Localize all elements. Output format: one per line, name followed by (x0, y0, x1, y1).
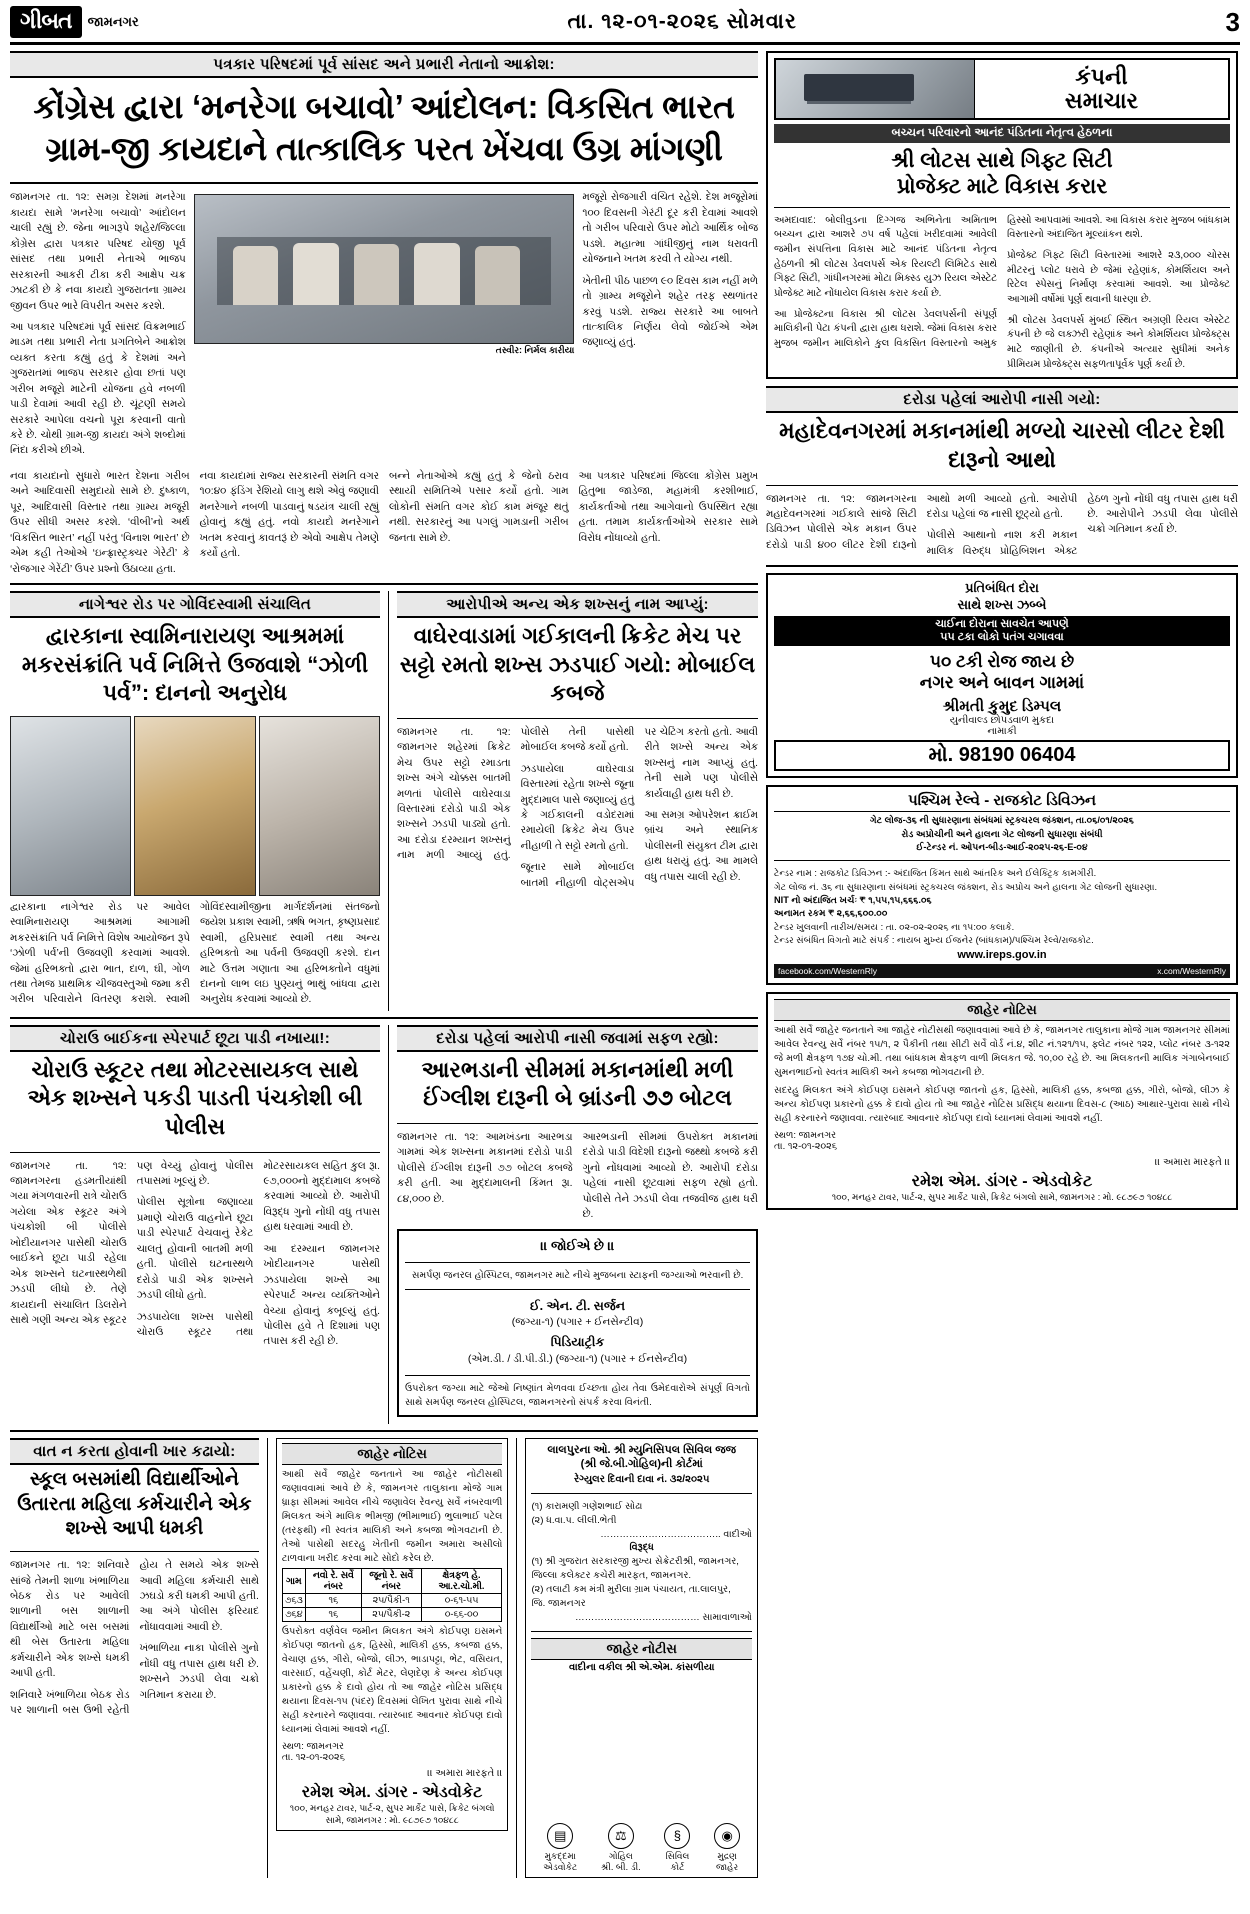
notice-left-for: ।। અમારા મારફતે ।। (427, 1767, 503, 1779)
notice-left-date: તા. ૧૨-૦૧-૨૦૨૬ (281, 1751, 345, 1763)
notice-icon-0: ▤ મુકદ્દમા એડવોકેટ (543, 1823, 577, 1873)
party-line: (૧) કારામણી ગણેશભાઈ સોઢા (531, 1500, 643, 1512)
notice-mid-title-2: (શ્રી જે.બી.ગોહિલ)ની કોર્ટમાં (580, 1458, 703, 1471)
notice-mid-box (525, 1438, 758, 1878)
notice-left-title: જાહેર નોટિસ (282, 1443, 503, 1465)
railway-line-7: ટેન્ડર ખુલવાની તારીખ/સમય : તા. ૦૨-૦૨-૨૦૨૬ ના ૧૫:૦૦ કલાકે. (774, 921, 1015, 932)
story-english-daru (388, 1025, 758, 1424)
hospital-job-ad (397, 1229, 758, 1417)
bike-body: જામનગર તા. ૧૨: જામનગરના હડમતીયાંથી ગયા મંગળવારની રાત્રે ચોરાઉ ગયેલા એક સ્કૂટર અંગે પંચકોશી બી પોલીસે ખોદીયાનગર પાસેથી ચોરાઉ બાઈકને છૂટા પાડી રહેલા એક શખ્સને ઘટનાસ્થળેથી ઝડપી લીધો છે. તેણે કાયદાની સંચાલિત ડિલરોને સાથે ગણી અન્ય એક સ્કૂટર પણ વેચ્યું હોવાનું પોલીસ તપાસમાં ખૂલ્યું છે. પોલીસ સૂત્રોના જણાવ્યા પ્રમાણે ચોરાઉ વાહનોને છૂટા પાડી સ્પેરપાર્ટ વેચવાનું રેકેટ ચાલતું હોવાની બાતમી મળી હતી. પોલીસે ઘટનાસ્થળે દરોડો પાડી એક શખ્સને ઝડપી લીધો હતો. ઝડપાયેલા શખ્સ પાસેથી ચોરાઉ સ્કૂટર તથા મોટરસાયકલ સહિત કુલ રૂા. ૯૭,૦૦૦નો મુદ્દામાલ કબજે કરવામાં આવ્યો છે. આરોપી વિરૂદ્ધ ગુનો નોંધી વધુ તપાસ હાથ ધરવામાં આવી છે. આ દરમ્યાન જામનગર ખોદીયાનગર પાસેથી ઝડપાયેલા શખ્સે આ સ્પેરપાર્ટ અન્ય વ્યક્તિઓને વેચ્યા હોવાનું કબૂલ્યું હતું. પોલીસ હવે તે દિશામાં પણ તપાસ કરી રહી છે. (10, 1160, 380, 1348)
cell: ૭૬૪ (282, 1608, 305, 1622)
notice-right-place: સ્થળ: જામનગર (774, 1129, 837, 1141)
newspaper-logo (10, 6, 139, 38)
lead-story (10, 51, 758, 577)
dwarka-photo-1 (10, 716, 131, 896)
railway-social-strip (774, 964, 1230, 978)
notice-mid-title-1: લાલપુરના ઓ. શ્રી મ્યુનિસિપલ સિવિલ જજ (547, 1444, 737, 1457)
job-title-1: પિડિયાટ્રીક (550, 1335, 605, 1350)
notice-mid (516, 1438, 758, 1878)
notice-icons (531, 1823, 752, 1873)
row-bike-daru (10, 1025, 758, 1424)
railway-title: પશ્ચિમ રેલ્વે - રાજકોટ ડિવિઝન (774, 792, 1230, 812)
lead-kicker: પત્રકાર પરિષદમાં પૂર્વ સાંસદ અને પ્રભારી નેતાનો આક્રોશ: (10, 51, 758, 78)
party-line: જિલ્લા કલેક્ટર કચેરી મારફત, જામનગર. (531, 1570, 692, 1582)
satto-body: જામનગર તા. ૧૨: જામનગર શહેરમાં ક્રિકેટ મેચ ઉપર સટ્ટો રમાડતા શખ્સ અંગે ચોક્કસ બાતમી મળતાં પોલીસે વાઘેરવાડા વિસ્તારમાં દરોડો પાડી એક શખ્સને ઝડપી પાડ્યો હતો. આ દરોડા દરમ્યાન શખ્સનું નામ મળી આવ્યું હતું. પોલીસે તેની પાસેથી મોબાઈલ કબજે કર્યો હતો. ઝડપાયેલા વાઘેરવાડા વિસ્તારમાં રહેતા શખ્સે જૂના મુદ્દામાલ પાસે જણાવ્યું હતું કે ગઈકાલની વડોદરામાં રમાયેલી ક્રિકેટ મેચ ઉપર નીહાળી તે સટ્ટો રમતો હતો. જૂનાર સામે મોબાઈલ બાતમી નીહાળી વોટ્સએપ પર ચેટિંગ કરતો હતો. આવી રીતે શખ્સે અન્ય એક શખ્સનું નામ આપ્યું હતું. તેની સામે પણ પોલીસે કાર્યવાહી હાથ ધરી છે. આ સમગ્ર ઓપરેશન ક્રાઈમ બ્રાંચ અને સ્થાનિક પોલીસની સંયુક્ત ટીમ દ્વારા હાથ ધરાયું હતું. આ મામલે વધુ તપાસ ચાલી રહી છે. (397, 726, 758, 889)
dhoraji-addr-1: યુનીવાલ્ડ છોપડવાળ મુકદા (949, 715, 1055, 727)
job-title-0: ઈ. એન. ટી. સર્જન (529, 1298, 626, 1313)
job-sub-0: (જગ્યા-૧) (પગાર + ઈનસેન્ટીવ) (511, 1316, 644, 1329)
party-line: વિરૂદ્ધ (629, 1542, 654, 1554)
notice-right-for: ।। અમારા મારફતે ।। (1154, 1156, 1230, 1168)
notice-left-place: સ્થળ: જામનગર (281, 1740, 344, 1752)
masthead (10, 6, 1240, 45)
dhoraji-strip: ચાઈના દોરાના સાવચેત આપણે ૫૫ ટકા લોકો પતંગ ચગાવવા (774, 616, 1230, 646)
notice-left (267, 1438, 509, 1878)
railway-line-6: અનામત રકમ ₹ ૨,૬૬,૬૦૦.૦૦ (774, 908, 888, 919)
facebook-icon-label[interactable]: facebook.com/WesternRly (778, 966, 878, 977)
company-news-image (776, 60, 975, 118)
school-body: જામનગર તા. ૧૨: શનિવારે સાંજે તેમની શાળા ખંભાળિયા બેઠક રોડ પર આવેલી શાળાની બસ શાળાની વિદ્યાર્થીઓ માટે બસ બસમાં થી બેસ ઉતારતા મહિલા કર્મચારીને એક શખ્સે ધમકી આપી હતી. શનિવારે ખંભાળિયા બેઠક રોડ પર શાળાની બસ ઉભી રહેતી હોય તે સમયે એક શખ્સે આવી મહિલા કર્મચારી સાથે ઝઘડો કરી ધમકી આપી હતી. આ અંગે પોલીસ ફરિયાદ નોંધાવવામાં આવી છે. ખંભાળિયા નાકા પોલીસે ગુનો નોંધી વધુ તપાસ હાથ ધરી છે. શખ્સને ઝડપી લેવા ચક્રો ગતિમાન કરાયા છે. (10, 1560, 259, 1717)
building-icon: ▤ (547, 1823, 573, 1849)
railway-line-4: ગેટ લોજ નં. ૩૬ ના સુધારણાના સંબંધમાં સ્ટ્રક્ચરલ જંક્શન, રોડ અપ્રોચ અને હાલના ગેટ લોજની સુધારણા. (774, 881, 1158, 892)
notice-mid-parties (531, 1500, 752, 1625)
company-news-title: કંપની સમાચાર (1064, 63, 1138, 113)
notice-icon-2: § સિવિલ કોર્ટ (664, 1823, 690, 1873)
page-number: 3 (1225, 6, 1240, 37)
cell: ૦-૬૬-૦૦ (421, 1608, 502, 1622)
notice-mid-second-title: જાહેર નોટીસ (531, 1638, 752, 1660)
job-ad-footer: ઉપરોક્ત જગ્યા માટે જેઓ નિષ્ણાંત મેળવવા ઈચ્છતા હોય તેવા ઉમેદવારોએ સંપૂર્ણ વિગતો સાથે સમર્પણ જનરલ હોસ્પિટલ, જામનગરનો સંપર્ક કરવા વિનંતી. (405, 1383, 750, 1409)
railway-line-0: ગેટ લોજ-૩૬ ની સુધારણાના સંબંધમાં સ્ટ્રક્ચરલ જંક્શન, તા.૦૬/૦૧/૨૦૨૬ (870, 815, 1134, 826)
scale-icon: § (664, 1823, 690, 1849)
lead-body-col1: જામનગર તા. ૧૨: સમગ્ર દેશમાં મનરેગા કાયદા સામે ‘મનરેગા બચાવો’ આંદોલન ચાલી રહ્યું છે. જેના ભાગરૂપે શહેર/જિલ્લા કોંગ્રેસ દ્વારા પત્રકાર પરિષદ યોજી પૂર્વ સાંસદ તથા પ્રભારી નેતાએ ભાજપ સરકારની આકરી ટીકા કરી આક્ષેપ ચક્ર ઝાટકી છે કે નવા કાયદો ગુજરાતના ગ્રામ્ય જીવન ઉપર ભારે વિપરીત અસર કરશે. આ પત્રકાર પરિષદમાં પૂર્વ સાંસદ વિક્રમભાઈ માડમ તથા પ્રભારી નેતા પ્રગતિબેને આક્રોશ વ્યક્ત કરતા કહ્યું હતું કે દેશમાં અને ગુજરાતમાં ભાજપ સરકાર હોવા છતાં પણ ગરીબ મજૂરો માટેની યોજના હવે નબળી પાડી દેવામાં આવી રહી છે. ચૂંટણી સમયે સરકારે આપેલા વચનો પૂરા કરવાની વાતો કરે છે. ચોથી ગ્રામ-જી કાયદા અંગે શબ્દોમાં નિંદા કરીએ છીએ. (10, 192, 186, 457)
notice-left-advocate-name: રમેશ એમ. ડાંગર - એડવોકેટ (301, 1783, 483, 1801)
publication-date: તા. ૧૨-૦૧-૨૦૨૬ સોમવાર (567, 10, 797, 33)
railway-tender-ad (766, 785, 1238, 985)
notice-right-body2: સદરહુ મિલકત અંગે કોઈપણ ઇસમને કોઈપણ જાતનો હક, હિસ્સો, માલિકી હક્ક, કબજા હક્ક, ગીરો, બોજો, લીઝ કે અન્ય કોઈપણ પ્રકારનો હક્ક કે દાવો હોય તો આ જાહેર નોટિસ પ્રસિદ્ધ થયાના દિવસ-૮ (આઠ) આથાર-પુરાવા સાથે નીચે સહી કરનારને જણાવવા. ત્યારબાદ આવનાર કોઈપણ દાવો ધ્યાનમાં લેવામાં આવશે નહીં. (774, 1085, 1230, 1124)
english-daru-kicker: દરોડા પહેલાં આરોપી નાસી જવામાં સફળ રહ્યો: (397, 1025, 758, 1052)
twitter-icon-label[interactable]: x.com/WesternRly (1157, 966, 1226, 977)
notice-mid-second-sub: વાદીના વકીલ શ્રી એ.એમ. કાંસળીયા (568, 1661, 715, 1673)
dwarka-body: દ્વારકાના નાગેશ્વર રોડ પર આવેલ સ્વામિનારાયણ આશ્રમમાં આગામી મકરસંક્રાંતિ પર્વ નિમિત્તે વિશેષ આયોજન રૂપે ‘ઝોળી પર્વ’ની ઉજવણી કરવામાં આવશે. જેમાં હરિભક્તો દ્વારા ભાત, દાળ, ઘી, ગોળ તથા તેમજ પ્રાથમિક ચીજવસ્તુઓ જમા કરી ગરીબ પરિવારોને વિતરણ કરાશે. સ્વામી ગોવિંદસ્વામીજીના માર્ગદર્શનમાં સંતજનો જયેશ પ્રકાશ સ્વામી, ઋષિ ભગત, કૃષ્ણપ્રસાદ સ્વામી, હરિપ્રસાદ સ્વામી તથા અન્ય હરિભક્તો આ પર્વની ઉજવણી કરશે. દાન માટે ઉત્તમ ગણાતા આ હરિભક્તોને વધુમાં દાનનો લાભ લઇ પુણ્યનું ભાથું બાંધવા દ્વારા અનુરોધ કરવામાં આવ્યો છે. (10, 901, 380, 1006)
notice-right-advocate-addr: ૧૦૦, મનહર ટાવર, પાર્ટ-૨, સુપર માર્કેટ પાસે, ક્રિકેટ બંગલો સામે, જામનગર : મો. ૯૮૭૯૭ ૧૦૪૮૮ (831, 1191, 1173, 1202)
english-daru-body: જામનગર તા. ૧૨: આમખંડના આરભડા ગામમાં એક શખ્સના મકાનમાં દરોડો પાડી પોલીસે ઈંગ્લીશ દારૂની ૭૭ બોટલ કબજે કરી હતી. આ મુદ્દામાલની કિંમત રૂા. ૮૪,૦૦૦ છે. આરભડાની સીમમાં ઉપરોક્ત મકાનમાં દરોડો પાડી વિદેશી દારૂનો જથ્થો કબજે કરી ગુનો નોંધવામાં આવ્યો છે. આરોપી દરોડા પહેલાં નાસી છૂટવામાં સફળ રહ્યો હતો. પોલીસે તેને ઝડપી લેવા તજવીજ હાથ ધરી છે. (397, 1132, 758, 1221)
cell: ૦-૬૧-૫૫ (421, 1594, 502, 1608)
english-daru-headline: આરભડાની સીમમાં મકાનમાંથી મળી ઈંગ્લીશ દારૂની બે બ્રાંડની ૭૭ બોટલ (421, 1056, 734, 1111)
lead-photo (194, 194, 575, 344)
notice-right-body: આથી સર્વે જાહેર જનતાને આ જાહેર નોટીસથી જણાવવામાં આવે છે કે, જામનગર તાલુકાના મોજે ગામ જામનગર સીમમાં આવેલ રેવન્યુ સર્વે નંબર ૧૫/૧, ૨ પૈકીની તથા સીટી સર્વે વોર્ડ નં.૪, શીટ નં.૧૨૧/૧૫, ફ્લેટ નંબર ૧૨૨, પ્લોટ નંબર ૩-૧૨૨ જે મળી ક્ષેત્રફળ ૧૭૪ ચો.મી. તથા બાંધકામ ક્ષેત્રફળ વાળી મિલકત જે. ૧૦,૦૦ રહે છે. આ મિલકતની માલિક ગંગાબેનબાઈ સુમનભાઈનો સ્વતંત્ર માલિકી અને કબજા ભોગવટાની છે. (774, 1025, 1230, 1079)
job-sub-1: (એમ.ડી. / ડી.પી.ડી.) (જગ્યા-૧) (પગાર + ઈનસેન્ટીવ) (467, 1353, 688, 1366)
logo-mark: ગીબત (10, 6, 82, 38)
notice-right-title: જાહેર નોટિસ (774, 999, 1230, 1021)
cell: ૨૫/પૈકી-૧ (361, 1594, 421, 1608)
party-line: જિ. જામનગર (531, 1598, 586, 1610)
story-dwarka (10, 591, 380, 1011)
dhoraji-phone[interactable]: મો. 98190 06404 (774, 740, 1230, 771)
cell: ૨૫/પૈકી-૨ (361, 1608, 421, 1622)
party-line: (૧) શ્રી ગુજરાત સરકારજી મુખ્ય સેક્રેટરીશ્રી, જામનગર, (531, 1556, 739, 1568)
court-icon: ⚖ (608, 1823, 634, 1849)
dwarka-kicker: નાગેશ્વર રોડ પર ગોવિંદસ્વામી સંચાલિત (10, 591, 380, 618)
logo-subtitle: જામનગર (87, 14, 139, 29)
dwarka-photos (10, 716, 380, 896)
notice-th-3: ક્ષેત્રફળ હે. આ.ર.ચો.મી. (421, 1569, 502, 1594)
notice-icon-1: ⚖ ગોહિલ શ્રી. બી. ડી. (601, 1823, 641, 1873)
railway-line-1: રોડ અપ્રોચીની અને હાલના ગેટ લોજની સુધારણા સંબંધી (901, 828, 1103, 839)
dwarka-photo-3 (259, 716, 380, 896)
school-kicker: વાત ન કરતા હોવાની ખાર કઢાયો: (10, 1438, 259, 1465)
notice-left-intro: આથી સર્વે જાહેર જનતાને આ જાહેર નોટીસથી જણાવવામાં આવે છે કે, જામનગર તાલુકાના મોજે ગામ ધ્રાફા સીમમાં આવેલ નીચે જણાવેલ રેવન્યુ સર્વે નંબરવાળી મિલકત અંગે માલિક ભીમજી (ભીમાભાઈ) ભુલાભાઈ પટેલ (તરફથી) ની સ્વતંત્ર માલિકી અને કબજા ભોગવટાની છે. તેઓ પાસેથી સદરહુ ખેતીની જમીન અમારા અસીલો ટાળવાના ખરીદ કરવા માટે સોદો કરેલ છે. (281, 1469, 503, 1564)
notice-th-1: નવો રે. સર્વે નંબર (305, 1569, 361, 1594)
lead-body-col4: મજૂરો રોજગારી વંચિત રહેશે. દેશ મજૂરોમાં ૧૦૦ દિવસની ગેરંટી દૂર કરી દેવામાં આવશે તો ગરીબ પરિવારો ઉપર મોટો આર્થિક બોજ પડશે. મહાત્મા ગાંધીજીનું નામ ધરાવતી યોજનાને ખતમ કરવી તે યોગ્ય નથી. ખેતીની પીઠ પાછળ ૯૦ દિવસ કામ નહીં મળે તો ગ્રામ્ય મજૂરોને શહેર તરફ સ્થળાંતર કરવું પડશે. રાજ્ય સરકારે આ બાબતે તાત્કાલિક નિર્ણય લેવો જોઈએ એમ જણાવ્યું હતું. (582, 192, 758, 349)
page-columns (10, 51, 1240, 1878)
lead-photo-caption: તસ્વીર: નિર્મલ કારીયા (495, 345, 575, 356)
company-news-headline: શ્રી લોટસ સાથે ગિફ્ટ સિટી પ્રોજેક્ટ માટે વિકાસ કરાર (891, 149, 1113, 199)
notice-mid-case: રેગ્યુલર દિવાની દાવા નં. ૩૨/૨૦૨૫ (574, 1473, 710, 1485)
dwarka-headline: દ્વારકાના સ્વામિનારાયણ આશ્રમમાં મકરસંક્રાંતિ પર્વ નિમિત્તે ઉજવાશે “ઝોળી પર્વ”: દાનનો અનુરોધ (21, 622, 369, 706)
lead-headline (10, 78, 758, 176)
bike-headline: ચોરાઉ સ્કૂટર તથા મોટરસાયકલ સાથે એક શખ્સને પકડી પાડતી પંચકોશી બી પોલીસ (27, 1056, 363, 1139)
lead-headline-line2: ગ્રામ-જી કાયદાને તાત્કાલિક પરત ખેંચવા ઉગ્ર માંગણી (45, 130, 723, 168)
main-column (10, 51, 758, 1878)
dhoraji-headline: ૫૦ ટકી રોજ જાય છે નગર અને બાવન ગામમાં (919, 651, 1085, 693)
dwarka-photo-2 (134, 716, 255, 896)
party-line: ………………………………… સામાવાળાઓ (575, 1611, 752, 1623)
notice-right-date: તા. ૧૨-૦૧-૨૦૨૬ (774, 1140, 838, 1152)
company-news-banner (774, 58, 1230, 120)
dhoraji-kicker: પ્રતિબંધિત દોરા સાથે શખ્સ ઝબ્બે (957, 580, 1047, 612)
dhoraji-addr-2: નામાકી (987, 726, 1017, 738)
notice-left-advocate-addr: ૧૦૦, મનહર ટાવર, પાર્ટ-૨, સુપર માર્કેટ પાસે, ક્રિકેટ બંગલો સામે, જામનગર : મો. ૯૮૭૯૭ ૧૦૪૮૮ (289, 1802, 495, 1825)
notice-left-box (276, 1438, 509, 1831)
row-school-notices (10, 1438, 758, 1878)
notice-th-0: ગામ (282, 1569, 305, 1594)
daru-kicker: દરોડા પહેલાં આરોપી નાસી ગયો: (766, 386, 1238, 413)
dhoraji-ad (766, 573, 1238, 778)
cell: ૧૬ (305, 1608, 361, 1622)
railway-line-5: NIT નો અંદાજિત ખર્ચઃ ₹ ૧,૫૫,૧૫,૬૬૬.૦૬ (774, 895, 932, 906)
notice-left-table (282, 1568, 503, 1622)
story-school (10, 1438, 259, 1878)
railway-line-3: ટેન્ડર નામ : રાજકોટ ડિવિઝન :- અંદાજિત કિંમત સાથે આંતરિક અને ઈલેક્ટ્રિક કામગીરી. (774, 868, 1097, 879)
railway-line-2: ઈ-ટેન્ડર નં. ઓપન-બીડ-આઈ-૨૦૨૫-૨૬-E-૦૪ (916, 842, 1088, 852)
cell: ૧૬ (305, 1594, 361, 1608)
party-line: (૨) તલાટી કમ મંત્રી મુરીલા ગ્રામ પંચાયત, તા.લાલપુર, (531, 1584, 731, 1596)
railway-line-8: ટેન્ડર સંબંધિત વિગતો માટે સંપર્ક : નાયબ મુખ્ય ઈજનેર (બાંધકામ)/પશ્ચિમ રેલ્વે/રાજકોટ. (774, 935, 1094, 946)
party-line: ……………………………….. વાદીઓ (600, 1528, 752, 1540)
right-column (766, 51, 1238, 1217)
company-news-body: અમદાવાદ: બોલીવુડના દિગ્ગજ અભિનેતા અમિતાભ બચ્ચન દ્વારા આશરે ૭૫ વર્ષ પહેલાં ખરીદવામાં આવેલી જમીન સંપત્તિના વિકાસ માટે આનંદ પંડિતના નેતૃત્વ હેઠળની શ્રી લોટસ ડેવલપર્સ એક રિયલ્ટી લિમિટેડ સાથે ગિફ્ટ સિટી, ગાંધીનગરમાં મોટા મિક્સ્ડ યુઝ રિયલ એસ્ટેટ પ્રોજેક્ટ માટે નોંધાયેલ વિકાસ કરાર કર્યા છે. આ પ્રોજેક્ટના વિકાસ શ્રી લોટસ ડેવલપર્સની સંપૂર્ણ માલિકીની પેટા કંપની દ્વારા હાથ ધરાશે. જેમાં વિકાસ કરાર મુજબ જમીન માલિકોને કુલ વિકસિત વિસ્તારનો અમુક હિસ્સો આપવામાં આવશે. આ વિકાસ કરાર મુજબ બાંધકામ વિસ્તારનો અંદાજિત મૂલ્યાંકન થશે. પ્રોજેક્ટ ગિફ્ટ સિટી વિસ્તારમાં આશરે ૨૩,૦૦૦ ચોરસ મીટરનું પ્લોટ ધરાવે છે જેમાં રહેણાંક, કોમર્શિયલ અને રિટેલ સ્પેસનું નિર્માણ કરવામાં આવશે. આ પ્રોજેક્ટ આગામી વર્ષોમાં પૂર્ણ થવાની ધારણા છે. શ્રી લોટસ ડેવલપર્સ મુંબઈ સ્થિત અગ્રણી રિયલ એસ્ટેટ કંપની છે જે લક્ઝરી રહેણાંક અને કોમર્શિયલ પ્રોજેક્ટ્સ માટે જાણીતી છે. કંપનીએ અત્યાર સુધીમાં અનેક પ્રીમિયમ પ્રોજેક્ટ્સ સફળતાપૂર્વક પૂર્ણ કર્યા છે. (774, 214, 1230, 370)
daru-headline: મહાદેવનગરમાં મકાનમાંથી મળ્યો ચારસો લીટર દેશી દારૂનો આથો (779, 418, 1225, 472)
party-line: (૨) ધ.વા.પ. લીલી.ભેતી (531, 1514, 617, 1526)
railway-website[interactable]: www.ireps.gov.in (957, 949, 1047, 962)
daru-body: જામનગર તા. ૧૨: જામનગરના મહાદેવનગરમાં ગઈકાલે સાંજે સિટી ડિવિઝન પોલીસે એક મકાન ઉપર દરોડો પાડી ૪૦૦ લીટર દેશી દારૂનો આથો મળી આવ્યો હતો. આરોપી દરોડા પહેલાં જ નાસી છૂટ્યો હતો. પોલીસે આથાનો નાશ કરી મકાન માલિક વિરુદ્ધ પ્રોહિબિશન એક્ટ હેઠળ ગુનો નોંધી વધુ તપાસ હાથ ધરી છે. આરોપીને ઝડપી લેવા પોલીસે ચક્રો ગતિમાન કર્યા છે. (766, 493, 1238, 557)
satto-headline: વાઘેરવાડામાં ગઈકાલની ક્રિકેટ મેચ પર સટ્ટો રમતો શખ્સ ઝડપાઈ ગયો: મોબાઈલ કબજે (399, 622, 756, 706)
notice-right-box (766, 992, 1238, 1209)
job-ad-intro: સમર્પણ જનરલ હોસ્પિટલ, જામનગર માટે નીચે મુજબના સ્ટાફની જગ્યાઓ ભરવાની છે. (411, 1269, 744, 1281)
story-daru (766, 386, 1238, 559)
notice-th-2: જૂનો રે. સર્વે નંબર (361, 1569, 421, 1594)
company-news-strip: બચ્ચન પરિવારનો આનંદ પંડિતના નેતૃત્વ હેઠળના (774, 124, 1230, 143)
school-headline: સ્કૂલ બસમાંથી વિદ્યાર્થીઓને ઉતારતા મહિલા કર્મચારીને એક શખ્સે આપી ધમકી (17, 1469, 252, 1540)
row-dwarka-satto (10, 591, 758, 1011)
dhoraji-name: શ્રીમતી કુમુદ ડિમ્પલ (942, 698, 1062, 716)
story-satto (388, 591, 758, 1011)
lead-headline-line1: કોંગ્રેસ દ્વારા ‘મનરેગા બચાવો’ આંદોલન: વિકસિત ભારત (33, 88, 735, 125)
notice-icon-3: ◉ મુદ્રણ જાહેર (714, 1823, 740, 1873)
bike-kicker: ચોરાઉ બાઈકના સ્પેરપાર્ટ છૂટા પાડી નખાયા!: (10, 1025, 380, 1052)
table-row (282, 1608, 502, 1622)
notice-left-note: ઉપરોક્ત વર્ણવેલ જમીન મિલકત અંગે કોઈપણ ઇસમને કોઈપણ જાતનો હક, હિસ્સો, માલિકી હક્ક, કબજા હક્ક, વેચાણ હક્ક, ગીરો, બોજો, લીઝ, ભાડાપટ્ટા, ભેટ, વસિયત, વારસાઈ, વહેંચણી, કોર્ટ મેટર, લેણદેણ કે અન્ય કોઈપણ પ્રકારનો હક્ક કે દાવો હોય તો આ જાહેર નોટિસ પ્રસિદ્ધ થયાના દિવસ-૧૫ (પંદર) દિવસમાં લેખિત પુરાવા સાથે નીચે સહી કરનારને જણાવવા. ત્યારબાદ આવનાર કોઈપણ દાવો ધ્યાનમાં લેવામાં આવશે નહીં. (281, 1626, 503, 1735)
lead-body-rest: નવા કાયદાનો સુધારો ભારત દેશના ગરીબ અને આદિવાસી સમુદાયો સામે છે. દુષ્કાળ, પૂર, આદિવાસી વિસ્તાર તથા ગ્રામ્ય મજૂરી ઉપર સીધી અસર કરશે. ‘વીબી’નો અર્થ ‘વિકસિત ભારત’ નહીં પરંતુ ‘વિનાશ ભારત’ છે એમ કહી તેઓએ ‘ઇન્ફ્રાસ્ટ્રક્ચર ગેરેટી’ કે ‘રોજગાર ગેરેંટી’ ઉપર પ્રશ્નો ઉઠાવ્યા હતા. નવા કાયદામાં રાજ્ય સરકારની સંમતિ વગર ૧૦:૪૦ ફંડિંગ રેશિયો લાગુ થશે એવું જણાવી મનરેગાને નબળી પાડવાનું ષડયંત્ર ચાલી રહ્યું હોવાનું કહ્યું હતું. નવો કાયદો મનરેગાને ખતમ કરવાનું કાવતરૂં છે એવો આક્ષેપ તેમણે કર્યો હતો. બન્ને નેતાઓએ કહ્યું હતું કે જેનો ઠરાવ સ્થાયી સમિતિએ પસાર કર્યો હતો. ગામ લોકોની સંમતિ વગર કોઈ કામ મંજૂર થતું નથી. સરકારનું આ પગલું ગામડાની ગરીબ જનતા સામે છે. આ પત્રકાર પરિષદમાં જિલ્લા કોંગ્રેસ પ્રમુખ હિતુભા જાડેજા, મહામંત્રી કરશીભાઈ, કાર્યકર્તાઓ તથા આગેવાનો ઉપસ્થિત રહ્યા હતા. તમામ કાર્યકર્તાઓએ સરકાર સામે વિરોધ નોંધાવ્યો હતો. (10, 470, 758, 575)
notice-right-advocate-name: રમેશ એમ. ડાંગર - એડવોકેટ (911, 1172, 1093, 1190)
job-ad-title: ।। જોઈએ છે ।। (540, 1237, 615, 1253)
table-row (282, 1594, 502, 1608)
company-news-ad (766, 51, 1238, 379)
story-bike (10, 1025, 380, 1424)
stamp-icon: ◉ (714, 1823, 740, 1849)
satto-kicker: આરોપીએ અન્ય એક શખ્સનું નામ આપ્યું: (397, 591, 758, 618)
cell: ૭૬૩ (282, 1594, 305, 1608)
